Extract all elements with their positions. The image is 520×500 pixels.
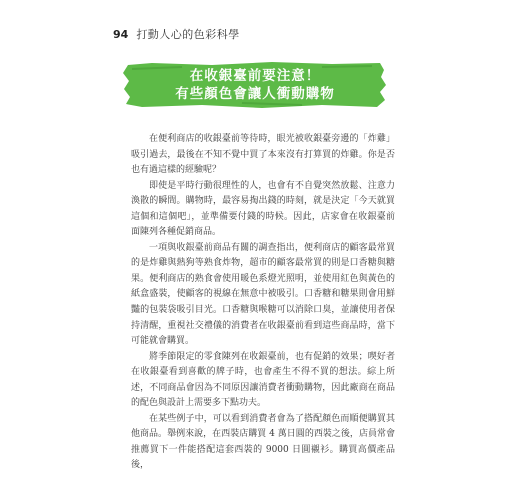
- paragraph: 將季節限定的零食陳列在收銀臺前，也有促銷的效果；喫好者在收銀臺看到喜歡的牌子時，也會產生不得不買的想法。綜上所述，不同商品會因為不同原因讓消費者衝動購物，因此廠商在商品的配色與設計上需要多下點功夫。: [131, 351, 395, 409]
- running-title: 打動人心的色彩科學: [136, 28, 240, 41]
- body-text: [131, 132, 395, 474]
- section-title-banner: [122, 61, 388, 109]
- banner-title-line2: 有些顏色會讓人衝動購物: [175, 86, 335, 102]
- banner-title-line1: 在收銀臺前要注意！: [189, 68, 321, 84]
- page-header: [113, 26, 240, 42]
- page-number: 94: [113, 28, 129, 41]
- paragraph: 在便利商店的收銀臺前等待時，眼光被收銀臺旁邊的「炸雞」吸引過去，最後在不知不覺中買了本來沒有打算買的炸雞。你是否也有過這樣的經驗呢？: [131, 134, 395, 176]
- paragraph: 在某些例子中，可以看到消費者會為了搭配顏色而順便購買其他商品。舉例來說，在西裝店購買 4 萬日圓的西裝之後，店員常會推薦買下一件能搭配這套西裝的 9000 日圓襯衫。購買高價產品後，: [131, 413, 395, 471]
- paragraph: 即使是平時行動很理性的人，也會有不自覺突然放鬆、注意力渙散的瞬間。購物時，最容易掏出錢的時刻，就是決定「今天就買這個和這個吧」，並準備要付錢的時候。因此，店家會在收銀臺前面陳列各種促銷商品。: [131, 180, 395, 238]
- paragraph: 一項與收銀臺前商品有關的調查指出，便利商店的顧客最常買的是炸雞與熱狗等熟食炸物，超市的顧客最常買的則是口香糖與糖果。便利商店的熟食會使用暖色系燈光照明，並使用紅色與黃色的紙盒盛裝，使顧客的視線在無意中被吸引。口香糖和糖果則會用鮮豔的包裝袋吸引目光。口香糖與喉糖可以消除口臭，並讓使用者保持清醒，重視社交禮儀的消費者在收銀臺前看到這些商品時，當下可能就會購買。: [131, 242, 395, 347]
